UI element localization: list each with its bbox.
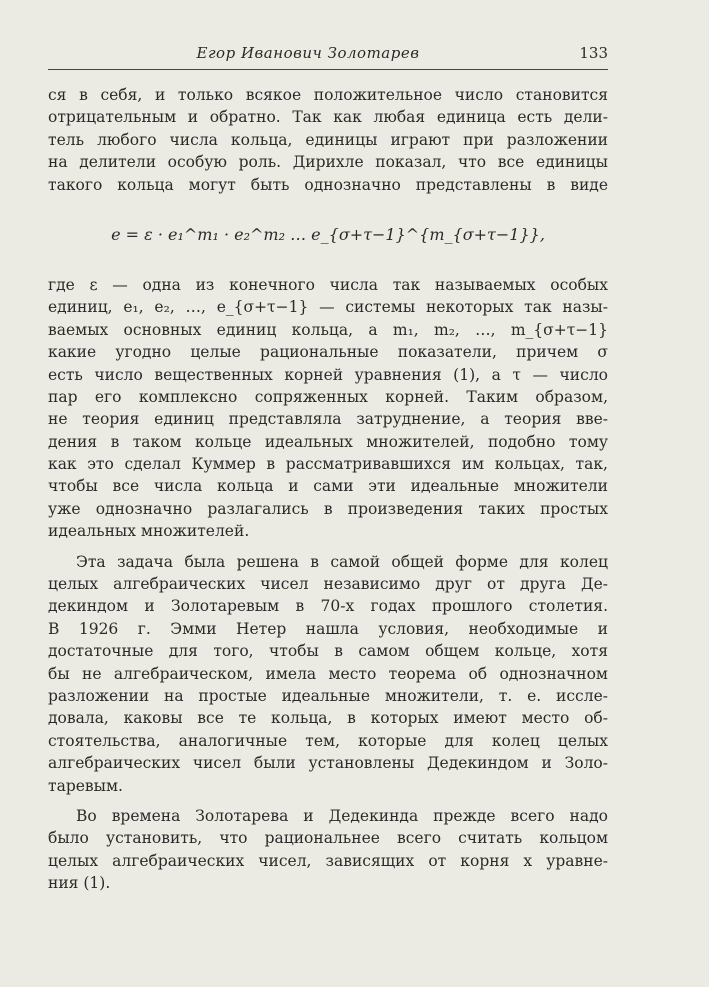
text-line: как это сделал Куммер в рассматривавшихся им кольцах, так, [48, 455, 608, 474]
text-line: стоятельства, аналогичные тем, которые для колец целых [48, 731, 608, 750]
text-line: такого кольца могут быть однозначно представлены в виде [48, 175, 608, 194]
text-line: достаточные для того, чтобы в самом общем кольце, хотя [48, 642, 608, 661]
text-line: чтобы все числа кольца и сами эти идеальные множители [48, 477, 608, 496]
text-line: единиц, e₁, e₂, …, e_{σ+τ−1} — системы некоторых так назы- [48, 298, 608, 317]
text-line: разложении на простые идеальные множители, т. е. иссле- [48, 686, 608, 705]
text-line: где ε — одна из конечного числа так называемых особых [48, 275, 608, 294]
text-line: целых алгебраических чисел независимо друг от друга Де- [48, 575, 608, 594]
text-line: довала, каковы все те кольца, в которых имеют место об- [48, 709, 608, 728]
text-line: идеальных множителей. [48, 522, 250, 541]
running-head [48, 44, 608, 68]
text-line: таревым. [48, 776, 123, 795]
paragraph-3 [48, 551, 608, 797]
text-line: декиндом и Золотаревым в 70-х годах прошлого столетия. [48, 597, 608, 616]
text-line: ния (1). [48, 874, 111, 893]
text-line: отрицательным и обратно. Так как любая единица есть дели- [48, 108, 608, 127]
text-line: не теория единиц представляла затруднение, а теория вве- [48, 410, 608, 429]
text-line: ваемых основных единиц кольца, а m₁, m₂, …, m_{σ+τ−1} [48, 320, 608, 339]
units-formula: e = ε · e₁^m₁ · e₂^m₂ … e_{σ+τ−1}^{m_{σ+τ−1}}, [111, 224, 545, 244]
text-line: алгебраических чисел были установлены Дедекиндом и Золо- [48, 754, 608, 773]
text-line: Во времена Золотарева и Дедекинда прежде всего надо [76, 806, 608, 825]
text-line: бы не алгебраическом, имела место теорема об однозначном [48, 664, 608, 683]
running-title: Егор Иванович Золотарев [196, 44, 420, 62]
text-line: уже однозначно разлагались в произведения таких простых [48, 499, 608, 518]
text-line: есть число вещественных корней уравнения (1), а τ — число [48, 365, 608, 384]
text-line: целых алгебраических чисел, зависящих от корня x уравне- [48, 851, 608, 870]
text-line: Эта задача была решена в самой общей форме для колец [76, 552, 608, 571]
text-line: дения в таком кольце идеальных множителей, подобно тому [48, 432, 608, 451]
body-text [48, 84, 608, 895]
text-line: ся в себя, и только всякое положительное число становится [48, 86, 608, 104]
text-line: пар его комплексно сопряженных корней. Таким образом, [48, 387, 608, 406]
paragraph-2 [48, 274, 608, 543]
text-line: было установить, что рациональнее всего считать кольцом [48, 829, 608, 848]
paragraph-1 [48, 84, 608, 196]
text-line: на делители особую роль. Дирихле показал, что все единицы [48, 153, 608, 172]
page-number: 133 [579, 44, 608, 62]
text-line: тель любого числа кольца, единицы играют при разложении [48, 130, 608, 149]
text-line: В 1926 г. Эмми Нетер нашла условия, необходимые и [48, 619, 608, 638]
header-rule [48, 69, 608, 70]
text-line: какие угодно целые рациональные показатели, причем σ [48, 343, 608, 362]
paragraph-4 [48, 805, 608, 895]
